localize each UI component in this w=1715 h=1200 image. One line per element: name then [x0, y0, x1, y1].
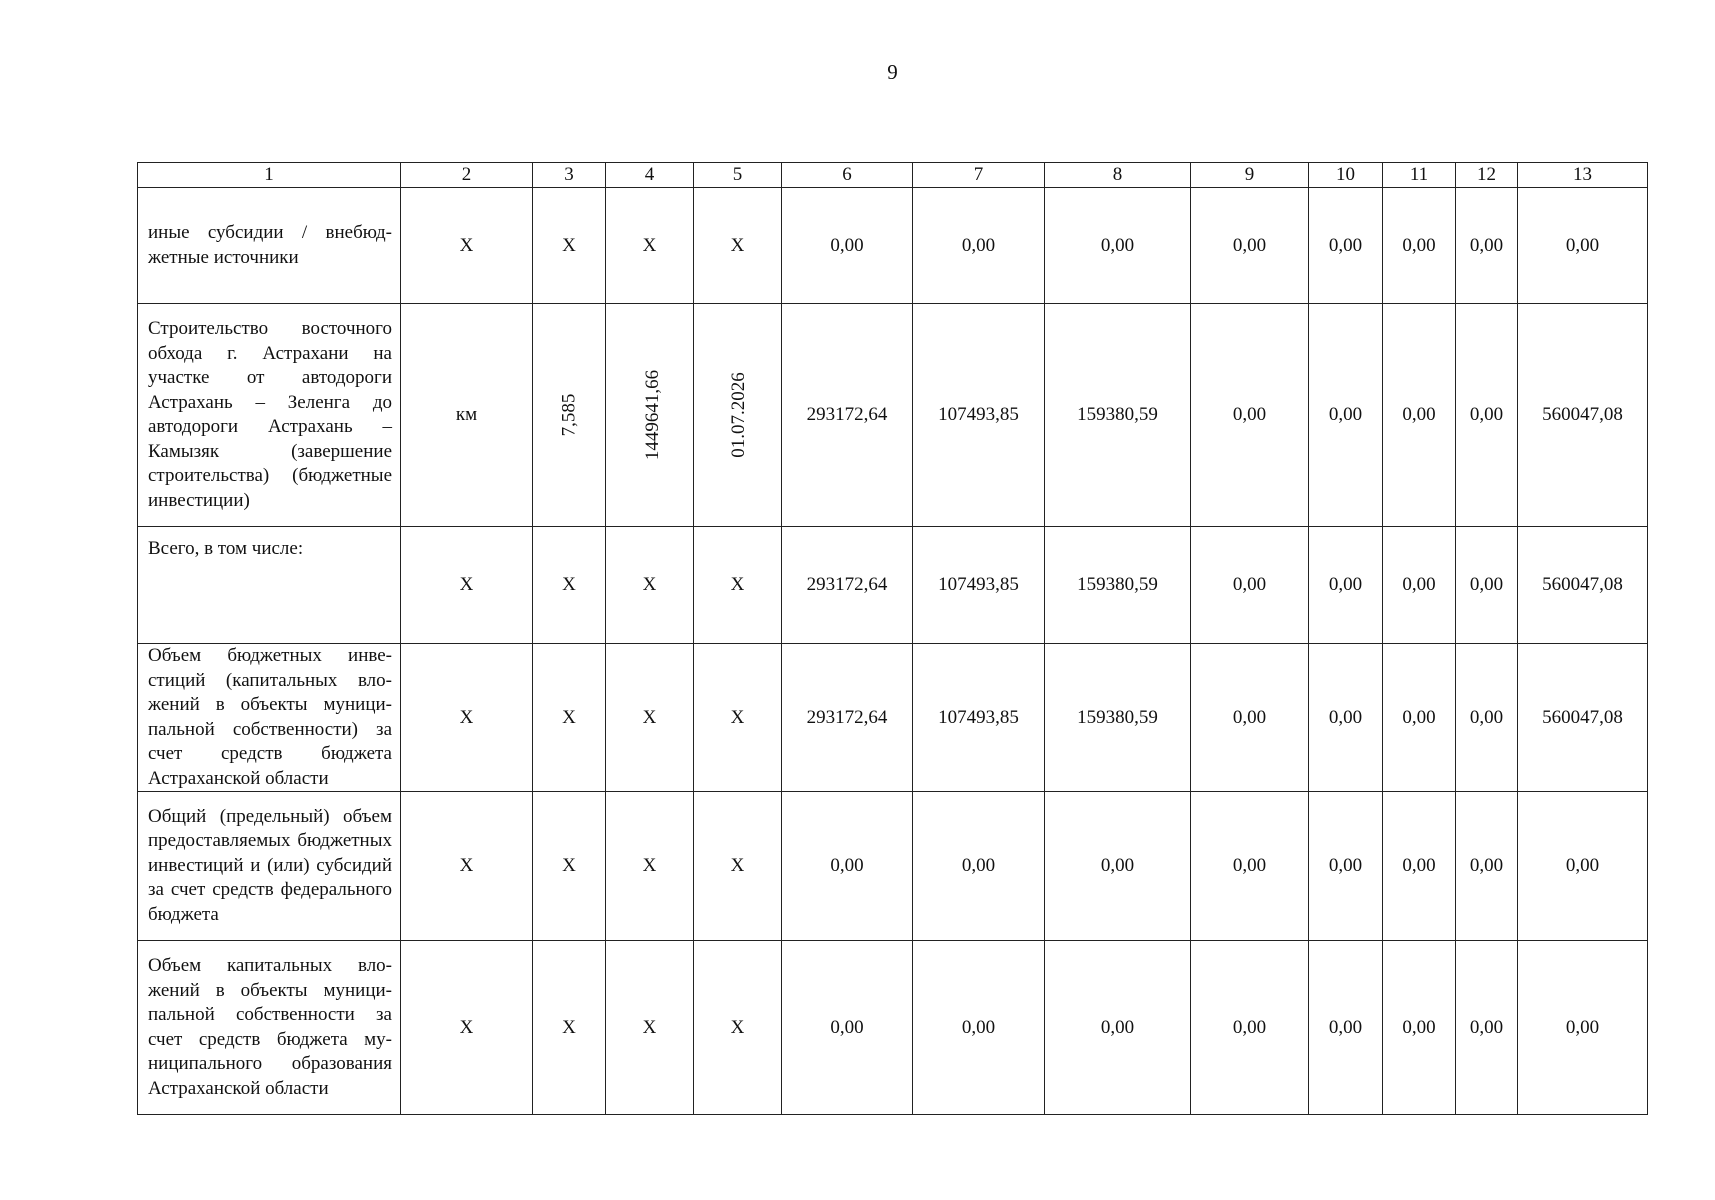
page-number: 9	[887, 60, 898, 84]
table-cell: X	[606, 188, 694, 304]
table-cell: 0,00	[1309, 188, 1383, 304]
table-cell: 0,00	[1518, 188, 1648, 304]
row-name-cell: Общий (предельный) объем предоставляемых бюджетных инвестиций и (или) субсидий за счет средств федерального бюджета	[138, 792, 401, 941]
table-cell: 560047,08	[1518, 527, 1648, 644]
table-cell: 0,00	[1456, 304, 1518, 527]
table-cell: 0,00	[1383, 188, 1456, 304]
table-cell: 0,00	[1309, 527, 1383, 644]
table-cell: X	[533, 188, 606, 304]
table-cell: 0,00	[782, 941, 913, 1115]
table-cell: 0,00	[1518, 792, 1648, 941]
table-cell: 107493,85	[913, 644, 1045, 792]
table-cell: 0,00	[1383, 644, 1456, 792]
table-cell: X	[401, 792, 533, 941]
table-cell: X	[606, 792, 694, 941]
table-cell: 0,00	[1518, 941, 1648, 1115]
table-row	[138, 188, 1648, 304]
table-cell-vertical	[606, 304, 694, 527]
table-cell: 0,00	[1383, 527, 1456, 644]
table-cell: 293172,64	[782, 527, 913, 644]
table-cell: 0,00	[1383, 792, 1456, 941]
budget-table	[137, 162, 1648, 1115]
table-cell: X	[606, 644, 694, 792]
table-cell: 560047,08	[1518, 644, 1648, 792]
table-cell: X	[694, 188, 782, 304]
table-cell: 293172,64	[782, 644, 913, 792]
table-cell: 0,00	[1309, 941, 1383, 1115]
table-cell: 0,00	[1456, 527, 1518, 644]
table-cell: X	[694, 792, 782, 941]
table-cell: X	[401, 941, 533, 1115]
table-cell: X	[606, 527, 694, 644]
column-number: 11	[1383, 163, 1456, 188]
column-number: 2	[401, 163, 533, 188]
table-cell: 0,00	[1191, 527, 1309, 644]
column-number: 13	[1518, 163, 1648, 188]
column-number: 6	[782, 163, 913, 188]
table-cell: X	[533, 792, 606, 941]
table-cell: X	[401, 527, 533, 644]
vertical-text: 1449641,66	[642, 369, 664, 461]
table-cell: X	[401, 644, 533, 792]
vertical-text: 01.07.2026	[727, 372, 749, 458]
row-name-cell: Объем бюджетных инвестиций (капитальных вложений в объекты муниципальной собственности) за счет средств бюджета Астраханской области	[138, 644, 401, 792]
table-cell: 0,00	[1383, 304, 1456, 527]
table-cell: 0,00	[913, 941, 1045, 1115]
table-cell: 0,00	[782, 792, 913, 941]
table-cell: км	[401, 304, 533, 527]
table-row	[138, 941, 1648, 1115]
column-number: 9	[1191, 163, 1309, 188]
table-cell: 0,00	[1045, 188, 1191, 304]
table-row	[138, 792, 1648, 941]
row-name-cell: Всего, в том числе:	[138, 527, 401, 644]
table-cell: X	[533, 941, 606, 1115]
table-cell: X	[694, 527, 782, 644]
table-cell: 107493,85	[913, 304, 1045, 527]
column-number: 10	[1309, 163, 1383, 188]
column-number: 8	[1045, 163, 1191, 188]
table-cell: 0,00	[1045, 941, 1191, 1115]
table-cell: 159380,59	[1045, 527, 1191, 644]
column-number: 5	[694, 163, 782, 188]
row-name-cell: Объем капитальных вложений в объекты муниципальной собственности за счет средств бюджета муниципального образования Астраханской области	[138, 941, 401, 1115]
column-number-row	[138, 163, 1648, 188]
table-cell: 560047,08	[1518, 304, 1648, 527]
table-cell: 0,00	[1191, 792, 1309, 941]
table-cell: X	[694, 644, 782, 792]
table-cell: 0,00	[1309, 644, 1383, 792]
table-cell: 0,00	[1045, 792, 1191, 941]
table-cell: X	[533, 644, 606, 792]
table-cell: 159380,59	[1045, 304, 1191, 527]
table-cell: 0,00	[1383, 941, 1456, 1115]
table-cell: 0,00	[1191, 188, 1309, 304]
table-row	[138, 644, 1648, 792]
table-cell: 293172,64	[782, 304, 913, 527]
row-name-cell: иные субсидии / внебюджетные источники	[138, 188, 401, 304]
table-row	[138, 527, 1648, 644]
table-cell: 0,00	[1191, 644, 1309, 792]
column-number: 12	[1456, 163, 1518, 188]
table-cell-vertical	[694, 304, 782, 527]
table-cell: X	[694, 941, 782, 1115]
table-cell: 0,00	[1456, 644, 1518, 792]
table-cell: 0,00	[1456, 188, 1518, 304]
table-cell: 0,00	[782, 188, 913, 304]
table-cell: 0,00	[1309, 304, 1383, 527]
row-name-cell: Строительство восточного обхода г. Астрахани на участке от автодороги Астрахань – Зеленга до автодороги Астрахань – Камызяк (завершение строительства) (бюджетные инвестиции)	[138, 304, 401, 527]
table-cell: 107493,85	[913, 527, 1045, 644]
table-cell: 0,00	[1456, 792, 1518, 941]
table-cell: 0,00	[1456, 941, 1518, 1115]
table-cell: 0,00	[913, 792, 1045, 941]
table-cell: 0,00	[1191, 304, 1309, 527]
table-cell: 0,00	[1309, 792, 1383, 941]
table-cell: X	[606, 941, 694, 1115]
table-cell: 0,00	[913, 188, 1045, 304]
table-cell: 0,00	[1191, 941, 1309, 1115]
table-cell: X	[401, 188, 533, 304]
vertical-text: 7,585	[558, 393, 579, 437]
table-row	[138, 304, 1648, 527]
column-number: 1	[138, 163, 401, 188]
column-number: 3	[533, 163, 606, 188]
table-cell: X	[533, 527, 606, 644]
column-number: 4	[606, 163, 694, 188]
column-number: 7	[913, 163, 1045, 188]
table-cell: 159380,59	[1045, 644, 1191, 792]
table-cell-vertical	[533, 304, 606, 527]
